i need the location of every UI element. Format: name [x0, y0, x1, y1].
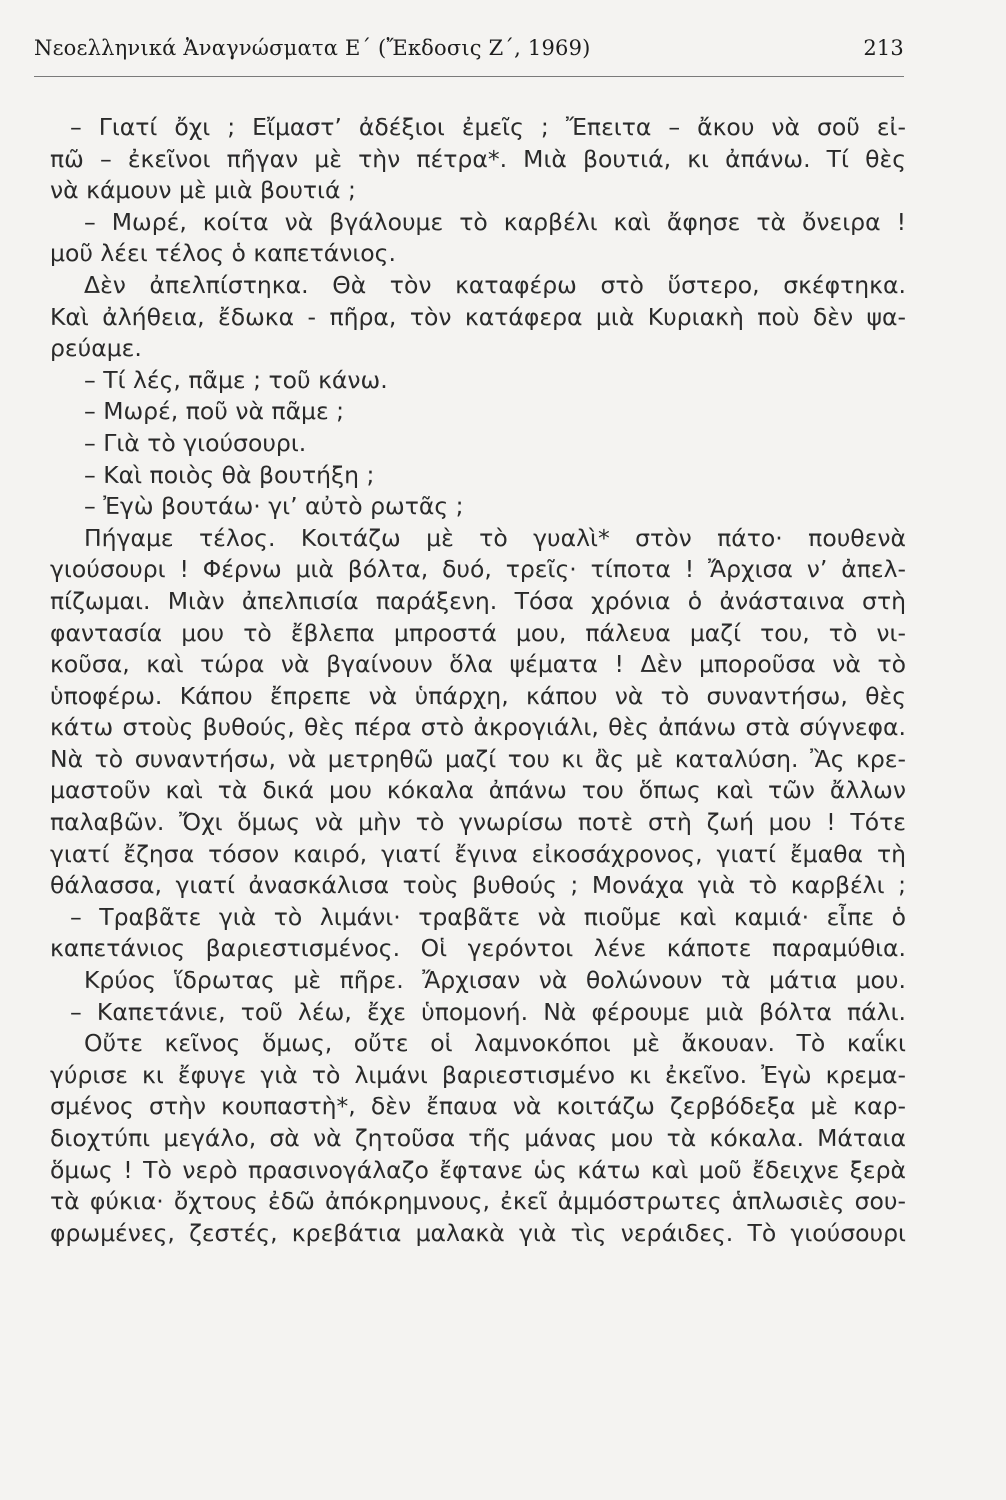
text-line: Κρύος ἵδρωτας μὲ πῆρε. Ἄρχισαν νὰ θολώνουν τὰ μάτια μου. [84, 966, 906, 995]
text-line: ρεύαμε. [50, 334, 142, 363]
text-line: φαντασία μου τὸ ἔβλεπα μπροστά μου, πάλευα μαζί του, τὸ νι- [50, 618, 906, 647]
text-line: – Γιατί ὄχι ; Εἴμαστ’ ἀδέξιοι ἐμεῖς ; Ἔπειτα – ἄκου νὰ σοῦ εἰ- [70, 113, 906, 141]
text-line: – Γιὰ τὸ γιούσουρι. [84, 428, 307, 457]
text-line: διοχτύπι μεγάλο, σὰ νὰ ζητοῦσα τῆς μάνας μου τὰ κόκαλα. Μάταια [50, 1124, 906, 1152]
text-line: ὅμως ! Τὸ νερὸ πρασινογάλαζο ἔφτανε ὡς κάτω καὶ μοῦ ἔδειχνε ξερὰ [50, 1155, 906, 1184]
text-line: νὰ κάμουν μὲ μιὰ βουτιά ; [50, 176, 356, 205]
text-line: – Καπετάνιε, τοῦ λέω, ἔχε ὑπομονή. Νὰ φέρουμε μιὰ βόλτα πάλι. [70, 997, 906, 1026]
page-number: 213 [863, 36, 904, 60]
text-line: γιούσουρι ! Φέρνω μιὰ βόλτα, δυό, τρεῖς· τίποτα ! Ἄρχισα ν’ ἀπελ- [50, 555, 906, 584]
text-line: θάλασσα, γιατί ἀνασκάλισα τοὺς βυθούς ; Μονάχα γιὰ τὸ καρβέλι ; [50, 871, 906, 900]
text-line: Πήγαμε τέλος. Κοιτάζω μὲ τὸ γυαλὶ* στὸν πάτο· πουθενὰ [84, 523, 906, 552]
text-line: – Μωρέ, κοίτα νὰ βγάλουμε τὸ καρβέλι καὶ ἄφησε τὰ ὄνειρα ! [84, 207, 906, 236]
text-line: – Τί λές, πᾶμε ; τοῦ κάνω. [84, 365, 388, 394]
text-line: καπετάνιος βαριεστισμένος. Οἱ γερόντοι λένε κάποτε παραμύθια. [50, 934, 906, 963]
text-line: Δὲν ἀπελπίστηκα. Θὰ τὸν καταφέρω στὸ ὕστερο, σκέφτηκα. [84, 270, 906, 299]
text-line: πῶ – ἐκεῖνοι πῆγαν μὲ τὴν πέτρα*. Μιὰ βουτιά, κι ἀπάνω. Τί θὲς [50, 144, 906, 173]
text-line: ὑποφέρω. Κάπου ἔπρεπε νὰ ὑπάρχη, κάπου νὰ τὸ συναντήσω, θὲς [50, 681, 906, 710]
header-title: Νεοελληνικά Ἀναγνώσματα Ε΄ (Ἔκδοσις Ζ΄, 1969) [34, 36, 591, 60]
text-line: κοῦσα, καὶ τώρα νὰ βγαίνουν ὅλα ψέματα ! Δὲν μποροῦσα νὰ τὸ [50, 650, 906, 679]
text-line: πίζωμαι. Μιὰν ἀπελπισία παράξενη. Τόσα χρόνια ὁ ἀνάσταινα στὴ [50, 586, 906, 615]
text-line: κάτω στοὺς βυθούς, θὲς πέρα στὸ ἀκρογιάλι, θὲς ἀπάνω στὰ σύγνεφα. [50, 713, 906, 742]
header-rule [34, 76, 904, 77]
text-line: σμένος στὴν κουπαστὴ*, δὲν ἔπαυα νὰ κοιτάζω ζερβόδεξα μὲ καρ- [50, 1092, 906, 1121]
body-text [50, 112, 906, 1249]
text-line: γιατί ἔζησα τόσον καιρό, γιατί ἔγινα εἰκοσάχρονος, γιατί ἔμαθα τὴ [50, 839, 906, 868]
text-line: μοῦ λέει τέλος ὁ καπετάνιος. [50, 239, 396, 268]
text-line: – Ἐγὼ βουτάω· γι’ αὐτὸ ρωτᾶς ; [84, 492, 464, 521]
running-header [34, 36, 904, 66]
text-line: παλαβῶν. Ὄχι ὅμως νὰ μὴν τὸ γνωρίσω ποτὲ στὴ ζωή μου ! Τότε [50, 808, 906, 837]
text-line: – Τραβᾶτε γιὰ τὸ λιμάνι· τραβᾶτε νὰ πιοῦμε καὶ καμιά· εἶπε ὁ [70, 902, 906, 931]
text-line: – Καὶ ποιὸς θὰ βουτήξη ; [84, 460, 375, 489]
text-line: μαστοῦν καὶ τὰ δικά μου κόκαλα ἀπάνω του ὅπως καὶ τῶν ἄλλων [50, 776, 906, 805]
text-line: γύρισε κι ἔφυγε γιὰ τὸ λιμάνι βαριεστισμένο κι ἐκεῖνο. Ἐγὼ κρεμα- [50, 1060, 906, 1089]
text-line: τὰ φύκια· ὄχτους ἐδῶ ἀπόκρημνους, ἐκεῖ ἀμμόστρωτες ἁπλωσιὲς σου- [50, 1187, 906, 1216]
text-line: Νὰ τὸ συναντήσω, νὰ μετρηθῶ μαζί του κι ἂς μὲ καταλύση. Ἂς κρε- [50, 744, 906, 773]
text-line: φρωμένες, ζεστές, κρεβάτια μαλακὰ γιὰ τὶς νεράιδες. Τὸ γιούσουρι [50, 1218, 906, 1247]
text-line: – Μωρέ, ποῦ νὰ πᾶμε ; [84, 397, 345, 426]
text-line: Οὔτε κεῖνος ὅμως, οὔτε οἱ λαμνοκόποι μὲ ἄκουαν. Τὸ καΐκι [84, 1029, 906, 1058]
text-line: Καὶ ἀλήθεια, ἔδωκα - πῆρα, τὸν κατάφερα μιὰ Κυριακὴ ποὺ δὲν ψα- [50, 302, 906, 331]
